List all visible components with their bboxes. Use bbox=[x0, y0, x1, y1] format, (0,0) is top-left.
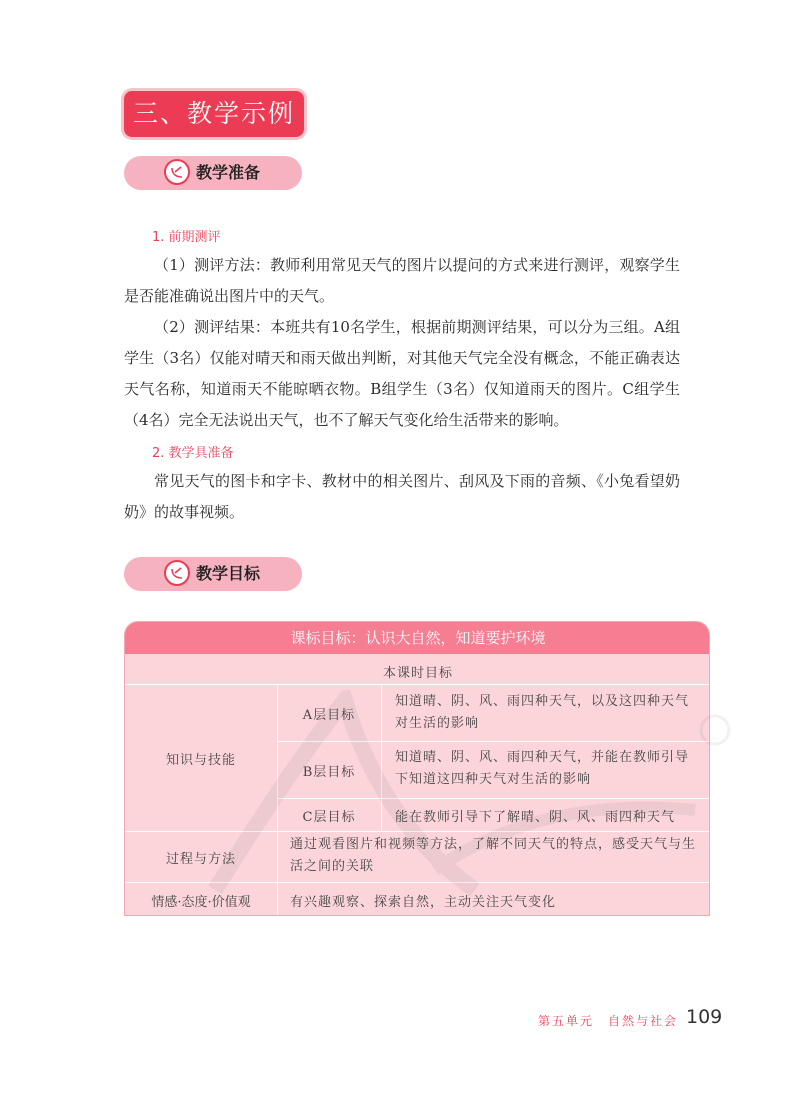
subheading-materials: 2. 教学具准备 bbox=[152, 446, 234, 461]
row-label-process: 过程与方法 bbox=[165, 852, 236, 867]
row-label-knowledge: 知识与技能 bbox=[165, 753, 236, 768]
emotion-text: 有兴趣观察、探索自然，主动关注天气变化 bbox=[290, 895, 557, 910]
row-label-emotion: 情感·态度·价值观 bbox=[151, 895, 251, 910]
pencil-icon bbox=[164, 159, 190, 185]
level-a-label: A层目标 bbox=[302, 708, 356, 723]
level-b-label: B层目标 bbox=[302, 765, 356, 780]
footer-unit: 第五单元 自然与社会 bbox=[538, 1014, 679, 1028]
level-b-text: 知道晴、阴、风、雨四种天气，并能在教师引导下知道这四种天气对生活的影响 bbox=[395, 750, 690, 787]
process-text: 通过观看图片和视频等方法，了解不同天气的特点，感受天气与生活之间的关联 bbox=[290, 837, 697, 874]
paragraph-assessment-result: （2）测评结果：本班共有10名学生，根据前期测评结果，可以分为三组。A组学生（3名）仅能对晴天和雨天做出判断，对其他天气完全没有概念，不能正确表达天气名称，知道雨天不能晾晒衣物。B组学生（3名）仅知道雨天的图片。C组学生（4名）完全无法说出天气，也不了解天气变化给生活带来的影响。 bbox=[124, 318, 680, 429]
prep-heading: 教学准备 bbox=[196, 163, 261, 182]
watermark-logo bbox=[175, 690, 735, 910]
table-header: 课标目标：认识大自然，知道要护环境 bbox=[125, 622, 710, 654]
pencil-icon bbox=[164, 560, 190, 586]
section-title: 三、教学示例 bbox=[124, 91, 304, 137]
level-c-text: 能在教师引导下了解晴、阴、风、雨四种天气 bbox=[395, 810, 676, 825]
level-c-label: C层目标 bbox=[302, 810, 356, 825]
subheading-assessment: 1. 前期测评 bbox=[152, 230, 221, 245]
goals-heading-pill bbox=[124, 557, 302, 591]
page-number: 109 bbox=[686, 1006, 723, 1028]
prep-heading-pill bbox=[124, 156, 302, 190]
paragraph-materials: 常见天气的图卡和字卡、教材中的相关图片、刮风及下雨的音频、《小兔看望奶奶》的故事视频。 bbox=[124, 472, 680, 521]
goals-heading: 教学目标 bbox=[196, 564, 261, 583]
level-a-text: 知道晴、阴、风、雨四种天气，以及这四种天气对生活的影响 bbox=[395, 694, 690, 731]
paragraph-assessment-method: （1）测评方法：教师利用常见天气的图片以提问的方式来进行测评，观察学生是否能准确说出图片中的天气。 bbox=[124, 256, 680, 305]
table-subheader: 本课时目标 bbox=[382, 666, 453, 681]
